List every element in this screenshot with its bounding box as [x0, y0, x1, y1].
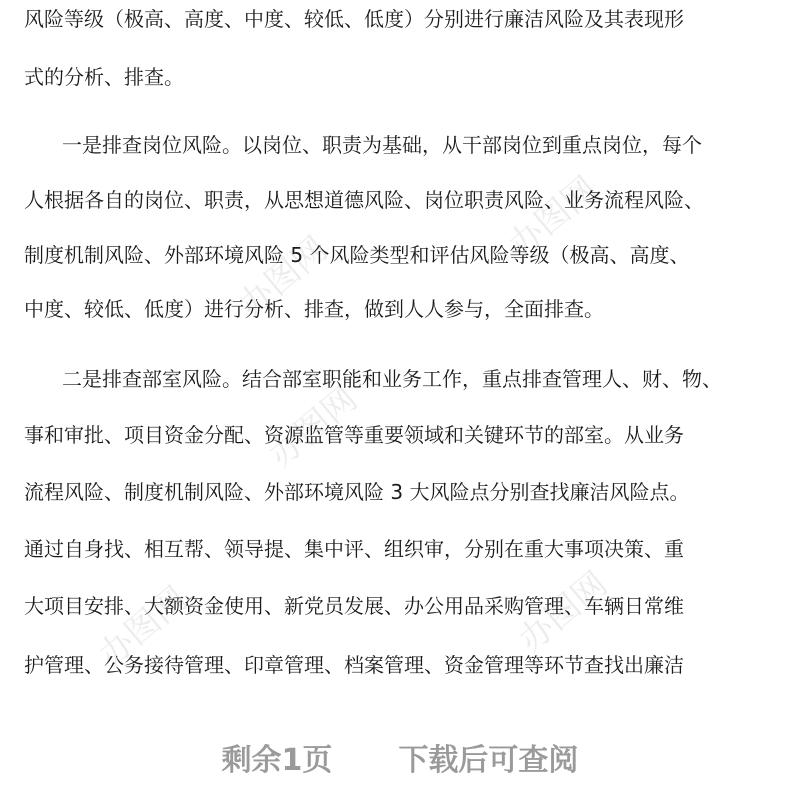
- paragraph-line: 风险等级（极高、高度、中度、较低、低度）分别进行廉洁风险及其表现形: [24, 7, 684, 31]
- watermark: 办图网: [261, 379, 366, 476]
- paragraph-line: 流程风险、制度机制风险、外部环境风险 3 大风险点分别查找廉洁风险点。: [24, 480, 690, 504]
- watermark: 办图网: [91, 579, 196, 676]
- watermark: 办图网: [511, 564, 616, 661]
- watermark: 办图网: [501, 169, 606, 266]
- download-banner[interactable]: [0, 732, 800, 782]
- paragraph-line: 通过自身找、相互帮、领导提、集中评、组织审，分别在重大事项决策、重: [24, 537, 684, 561]
- paragraph-line: 人根据各自的岗位、职责，从思想道德风险、岗位职责风险、业务流程风险、: [24, 188, 704, 212]
- paragraph-line: 制度机制风险、外部环境风险 5 个风险类型和评估风险等级（极高、高度、: [24, 243, 690, 267]
- paragraph-line: 中度、较低、低度）进行分析、排查，做到人人参与，全面排查。: [24, 297, 604, 321]
- watermark: 办图网: [231, 229, 336, 326]
- paragraph-line: 一是排查岗位风险。以岗位、职责为基础，从干部岗位到重点岗位，每个: [62, 133, 702, 157]
- paragraph-line: 大项目安排、大额资金使用、新党员发展、办公用品采购管理、车辆日常维: [24, 594, 684, 618]
- paragraph-line: 护管理、公务接待管理、印章管理、档案管理、资金管理等环节查找出廉洁: [24, 653, 684, 677]
- remaining-pages-label: 剩余1页: [221, 743, 333, 778]
- paragraph-line: 二是排查部室风险。结合部室职能和业务工作，重点排查管理人、财、物、: [62, 367, 722, 391]
- paragraph-line: 事和审批、项目资金分配、资源监管等重要领域和关键环节的部室。从业务: [24, 423, 684, 447]
- paragraph-line: 式的分析、排查。: [24, 65, 184, 89]
- download-to-view-link[interactable]: 下载后可查阅: [398, 743, 579, 778]
